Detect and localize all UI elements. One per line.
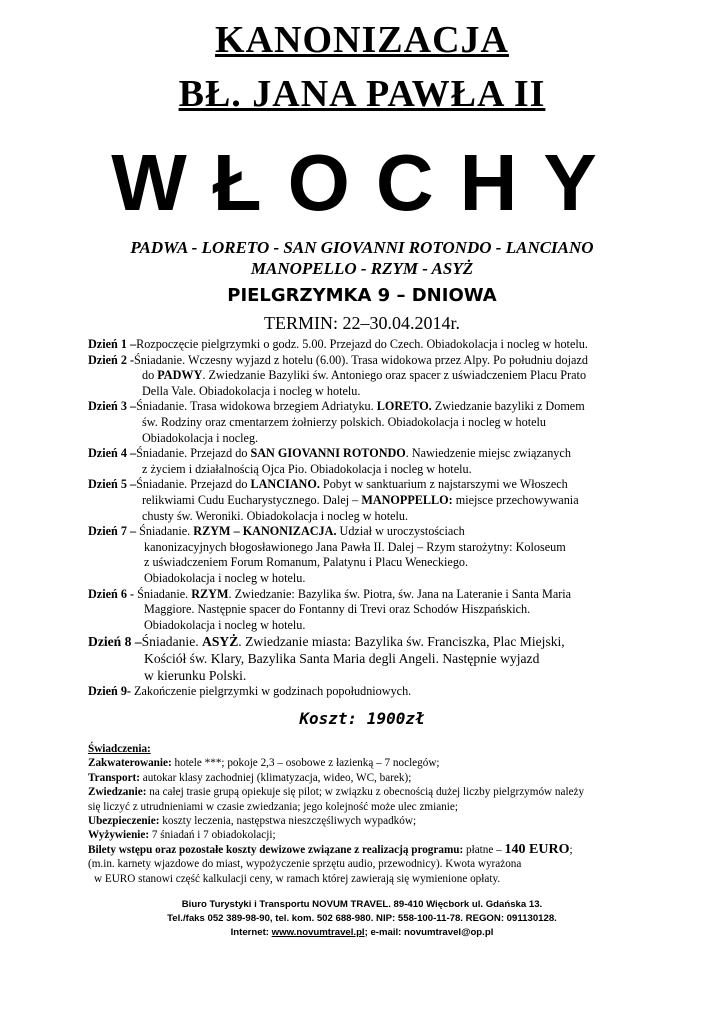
website-link[interactable]: www.novumtravel.pl xyxy=(271,927,365,939)
day-5: Dzień 5 –Śniadanie. Przejazd do LANCIANO. Pobyt w sanktuarium z najstarszymi we Włoszech relikwiami Cudu Eucharystycznego. Dalej – MANOPPELLO: miejsce przechowywania chusty św. Weroniki. Obiadokolacja i nocleg w hotelu. xyxy=(88,477,648,524)
day-label: Dzień 1 – xyxy=(88,337,137,351)
service-tickets-cont: (m.in. karnety wjazdowe do miast, wypożyczenie sprzętu audio, przewodnicy). Kwota wyrażona xyxy=(88,858,522,871)
day-label: Dzień 3 – xyxy=(88,399,137,414)
day-text: relikwiami Cudu Eucharystycznego. Dalej – MANOPPELLO: miejsce przechowywania xyxy=(142,492,579,507)
service-sightseeing-cont: się liczyć z utrudnieniami w czasie zwiedzania; jego kolejność może ulec zmianie; xyxy=(88,800,458,813)
page-title: KANONIZACJA xyxy=(215,19,509,61)
page-subtitle: BŁ. JANA PAWŁA II xyxy=(178,73,546,115)
day-label: Dzień 8 – xyxy=(88,634,142,650)
day-1 xyxy=(88,337,648,353)
trip-term: TERMIN: 22–30.04.2014r. xyxy=(264,313,460,333)
service-accommodation: Zakwaterowanie: hotele ***; pokoje 2,3 – osobowe z łazienką – 7 noclegów; xyxy=(88,757,440,770)
day-text: Della Vale. Obiadokolacja i nocleg w hotelu. xyxy=(142,383,361,398)
service-transport: Transport: autokar klasy zachodniej (klimatyzacja, wideo, WC, barek); xyxy=(88,771,412,784)
service-insurance: Ubezpieczenie: koszty leczenia, następstwa nieszczęśliwych wypadków; xyxy=(88,815,417,828)
day-text: Obiadokolacja i nocleg w hotelu. xyxy=(144,570,306,585)
day-text: do PADWY. Zwiedzanie Bazyliki św. Antoniego oraz spacer z uświadczeniem Placu Prato xyxy=(142,368,587,383)
footer xyxy=(0,898,724,941)
route-line-1: PADWA - LORETO - SAN GIOVANNI ROTONDO - LANCIANO xyxy=(130,238,594,257)
footer-internet: Internet: www.novumtravel.pl; e-mail: novumtravel@op.pl xyxy=(230,927,494,939)
day-label: Dzień 6 - xyxy=(88,586,135,601)
day-text: św. Rodziny oraz cmentarzem żołnierzy polskich. Obiadokolacja i nocleg w hotelu xyxy=(142,414,546,429)
day-text: Kościół św. Klary, Bazylika Santa Maria degli Angeli. Następnie wyjazd xyxy=(144,651,540,667)
day-label: Dzień 5 – xyxy=(88,477,137,492)
day-text: z życiem i działalnością Ojca Pio. Obiadokolacja i nocleg w hotelu. xyxy=(142,461,472,476)
itinerary xyxy=(88,337,648,700)
day-text: Śniadanie. Wczesny wyjazd z hotelu (6.00). Trasa widokowa przez Alpy. Po południu dojazd xyxy=(134,352,588,367)
service-tickets-cont: w EURO stanowi część kalkulacji ceny, w ramach której zawierają się wymienione opłaty. xyxy=(94,872,501,885)
day-text: w kierunku Polski. xyxy=(144,668,247,684)
day-text: Obiadokolacja i nocleg. xyxy=(142,430,259,445)
day-text: Obiadokolacja i nocleg w hotelu. xyxy=(144,617,306,632)
services-section xyxy=(88,742,648,886)
footer-contact: Tel./faks 052 389-98-90, tel. kom. 502 688-980. NIP: 558-100-11-78. REGON: 091130128. xyxy=(167,913,557,925)
day-4: Dzień 4 –Śniadanie. Przejazd do SAN GIOVANNI ROTONDO. Nawiedzenie miejsc związanych z życiem i działalnością Ojca Pio. Obiadokolacja i nocleg w hotelu. xyxy=(88,446,648,477)
country-heading: WŁOCHY xyxy=(111,138,623,227)
day-label: Dzień 4 – xyxy=(88,446,137,461)
day-text: z uświadczeniem Forum Romanum, Palatynu i Placu Weneckiego. xyxy=(144,555,469,570)
service-sightseeing: Zwiedzanie: na całej trasie grupą opiekuje się pilot; w związku z obecnością dużej liczby pielgrzymów należy xyxy=(88,786,585,799)
price: Koszt: 1900zł xyxy=(299,709,425,728)
footer-company: Biuro Turystyki i Transportu NOVUM TRAVEL. 89-410 Więcbork ul. Gdańska 13. xyxy=(181,899,543,910)
day-label: Dzień 9- xyxy=(88,684,131,699)
service-meals: Wyżywienie: 7 śniadań i 7 obiadokolacji; xyxy=(88,829,276,842)
route-line-2: MANOPELLO - RZYM - ASYŻ xyxy=(250,259,474,278)
trip-type: PIELGRZYMKA 9 – DNIOWA xyxy=(227,285,497,306)
day-7: Dzień 7 – Śniadanie. RZYM – KANONIZACJA. Udział w uroczystościach kanonizacyjnych błogosławionego Jana Pawła II. Dalej – Rzym starożytny: Koloseum z uświadczeniem Forum Romanum, Palatynu i Placu Weneckiego. Obiadokolacja i nocleg w hotelu. xyxy=(88,524,648,586)
service-tickets: Bilety wstępu oraz pozostałe koszty dewizowe związane z realizacją programu: płatne – 140 EURO; xyxy=(88,841,573,857)
day-label: Dzień 7 – xyxy=(88,524,137,539)
day-text: Rozpoczęcie pielgrzymki o godz. 5.00. Przejazd do Czech. Obiadokolacja i nocleg w hotelu. xyxy=(136,337,588,351)
day-2 xyxy=(88,353,648,400)
day-label: Dzień 2 - xyxy=(88,352,135,367)
day-text: Maggiore. Następnie spacer do Fontanny di Trevi oraz Schodów Hiszpańskich. xyxy=(144,602,531,617)
email-text: novumtravel@op.pl xyxy=(404,927,494,939)
day-text: chusty św. Weroniki. Obiadokolacja i nocleg w hotelu. xyxy=(142,508,409,523)
day-text: kanonizacyjnych błogosławionego Jana Pawła II. Dalej – Rzym starożytny: Koloseum xyxy=(144,539,566,554)
day-8: Dzień 8 –Śniadanie. ASYŻ. Zwiedzanie miasta: Bazylika św. Franciszka, Plac Miejski, Kościół św. Klary, Bazylika Santa Maria degli Angeli. Następnie wyjazd w kierunku Polski. xyxy=(88,633,648,684)
day-text: Zakończenie pielgrzymki w godzinach popołudniowych. xyxy=(130,684,412,699)
day-6: Dzień 6 - Śniadanie. RZYM. Zwiedzanie: Bazylika św. Piotra, św. Jana na Lateranie i Santa Maria Maggiore. Następnie spacer do Fontanny di Trevi oraz Schodów Hiszpańskich. Obiadokolacja i nocleg w hotelu. xyxy=(88,587,648,634)
services-heading: Świadczenia: xyxy=(88,743,151,755)
day-9 xyxy=(88,684,648,700)
day-3: Dzień 3 –Śniadanie. Trasa widokowa brzegiem Adriatyku. LORETO. Zwiedzanie bazyliki z Domem św. Rodziny oraz cmentarzem żołnierzy polskich. Obiadokolacja i nocleg w hotelu Obiadokolacja i nocleg. xyxy=(88,399,648,446)
